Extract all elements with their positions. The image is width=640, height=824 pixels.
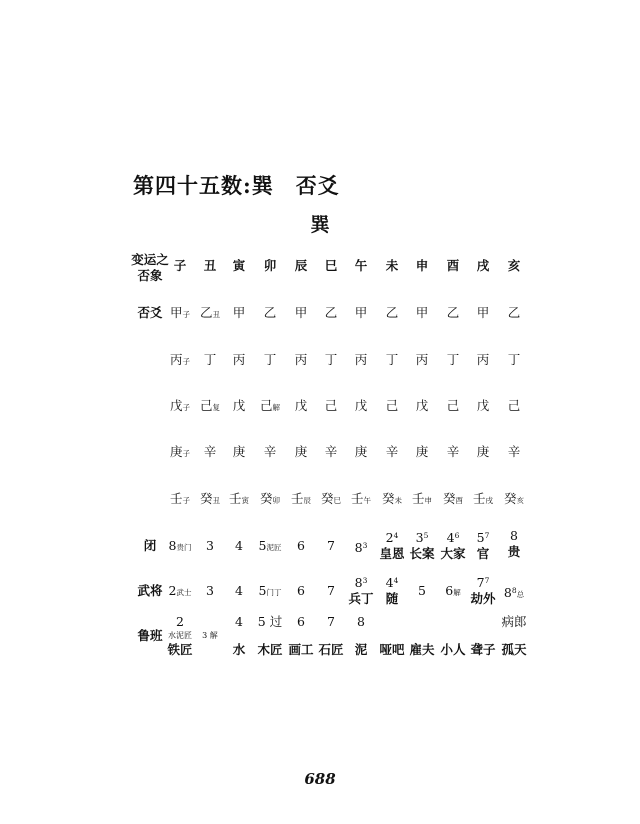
stem-cell: 丙 xyxy=(415,352,429,367)
stem-cell: 己解 xyxy=(259,398,280,413)
luban-cell xyxy=(253,614,287,656)
cell-note: 4 xyxy=(393,531,399,540)
bi-row-cell xyxy=(314,538,348,554)
stem-cell: 壬寅 xyxy=(228,491,249,506)
bi-row-cell xyxy=(466,528,500,562)
cell-mid xyxy=(466,628,500,642)
bi-row-cell xyxy=(284,538,318,554)
cell-bottom: 官 xyxy=(476,546,490,561)
bi-row-cell xyxy=(344,538,378,556)
stem-cell: 庚 xyxy=(294,444,308,459)
luban-cell xyxy=(284,614,318,656)
cell-top: $7^7$ xyxy=(476,575,490,590)
cell-main: 5 xyxy=(258,583,267,598)
cell-note: 亥 xyxy=(516,496,524,505)
wujiang-row-cell xyxy=(284,583,318,599)
cell-note: 复 xyxy=(212,403,220,412)
stem-cell: 壬午 xyxy=(350,491,371,506)
cell-bottom: 哑吧 xyxy=(379,642,405,657)
cell-top: $2^4$ xyxy=(385,530,399,545)
cell-note: 丑 xyxy=(212,310,220,319)
cell-bottom: 水 xyxy=(232,642,246,657)
cell-note: 3 xyxy=(362,576,368,585)
cell-top: 4 xyxy=(235,614,243,629)
cell-bottom: 聋子 xyxy=(470,642,496,657)
wujiang-row-cell xyxy=(375,573,409,607)
cell-main: 6 xyxy=(445,583,454,598)
luban-cell xyxy=(497,614,531,656)
cell-mid xyxy=(375,628,409,642)
stem-cell: 壬子 xyxy=(169,491,190,506)
cell-note: 酉 xyxy=(455,496,463,505)
branch-header-7: 未 xyxy=(385,258,399,273)
cell-note: 总 xyxy=(516,590,525,599)
cell-note: 卯 xyxy=(272,496,280,505)
cell-note: 戌 xyxy=(485,496,493,505)
stem-cell: 辛 xyxy=(324,444,338,459)
wujiang-row-label: 武将 xyxy=(137,583,163,598)
stem-cell: 辛 xyxy=(385,444,399,459)
cell-note: 7 xyxy=(484,531,490,540)
cell-main: 6 xyxy=(297,538,305,553)
stem-cell: 乙丑 xyxy=(199,305,220,320)
stem-cell: 戊 xyxy=(415,398,429,413)
cell-main: 3 xyxy=(206,538,214,553)
cell-note: 贵门 xyxy=(176,543,192,552)
wujiang-row-cell xyxy=(222,583,256,599)
stem-cell: 庚子 xyxy=(169,444,190,459)
cell-top: 6 xyxy=(297,614,305,629)
bi-row-cell xyxy=(222,538,256,554)
cell-bottom: 雇夫 xyxy=(409,642,435,657)
cell-mid xyxy=(436,628,470,642)
cell-bottom: 小人 xyxy=(440,642,466,657)
cell-mid xyxy=(284,628,318,642)
stem-cell: 戊 xyxy=(232,398,246,413)
cell-mid xyxy=(253,628,287,642)
cell-top: $4^6$ xyxy=(446,530,460,545)
stem-cell: 癸丑 xyxy=(199,491,220,506)
stem-cell: 丁 xyxy=(507,352,521,367)
header-label-line1: 变运之 xyxy=(131,252,169,267)
cell-main: 8 xyxy=(354,540,363,555)
cell-top: $3^5$ xyxy=(415,530,429,545)
cell-bottom: 随 xyxy=(385,591,399,606)
stem-cell: 辛 xyxy=(446,444,460,459)
stem-cell: 丙 xyxy=(354,352,368,367)
stem-cell: 壬辰 xyxy=(290,491,311,506)
luban-cell xyxy=(163,614,197,656)
cell-main: 8 xyxy=(503,585,512,600)
cell-main: 5 xyxy=(258,538,267,553)
cell-bottom: 石匠 xyxy=(318,642,344,657)
luban-cell xyxy=(222,614,256,656)
cell-main: 2 xyxy=(168,583,177,598)
stem-cell: 戊 xyxy=(294,398,308,413)
cell-note: 7 xyxy=(484,576,490,585)
stem-cell: 乙 xyxy=(385,305,399,320)
cell-top: 8 xyxy=(357,614,365,629)
wujiang-row-cell xyxy=(466,573,500,607)
cell-top: 8 xyxy=(510,528,518,543)
branch-header-9: 酉 xyxy=(446,258,460,273)
wujiang-row-cell xyxy=(253,583,287,601)
cell-note: 4 xyxy=(393,576,399,585)
branch-header-11: 亥 xyxy=(507,258,521,273)
cell-bottom: 木匠 xyxy=(257,642,283,657)
bi-row-cell xyxy=(375,528,409,562)
bi-row-label: 闭 xyxy=(143,538,157,553)
stem-cell: 甲 xyxy=(294,305,308,320)
stem-cell: 癸卯 xyxy=(259,491,280,506)
bi-row-cell xyxy=(497,528,531,560)
branch-header-3: 卯 xyxy=(263,258,277,273)
cell-note: 子 xyxy=(182,403,190,412)
stem-cell: 甲子 xyxy=(169,305,190,320)
branch-header-6: 午 xyxy=(354,258,368,273)
cell-note: 5 xyxy=(423,531,429,540)
branch-header-8: 申 xyxy=(415,258,429,273)
cell-mid: 3 解 xyxy=(202,631,218,640)
cell-note: 3 xyxy=(362,541,368,550)
bi-row-cell xyxy=(253,538,287,556)
page-number: 688 xyxy=(304,770,336,788)
luban-label: 鲁班 xyxy=(137,628,163,643)
stem-cell: 丙 xyxy=(476,352,490,367)
cell-note: 午 xyxy=(363,496,371,505)
stem-cell: 庚 xyxy=(415,444,429,459)
stem-cell: 戊 xyxy=(476,398,490,413)
cell-note: 未 xyxy=(394,496,402,505)
stem-cell: 壬申 xyxy=(411,491,432,506)
cell-top xyxy=(375,614,409,628)
cell-note: 子 xyxy=(182,449,190,458)
stem-cell: 丙 xyxy=(232,352,246,367)
cell-note: 子 xyxy=(182,496,190,505)
cell-note: 子 xyxy=(182,357,190,366)
stem-cell: 己 xyxy=(385,398,399,413)
cell-main: 3 xyxy=(206,583,214,598)
cell-note: 门丁 xyxy=(266,588,282,597)
cell-bottom: 贵 xyxy=(507,544,521,559)
stem-cell: 壬戌 xyxy=(472,491,493,506)
cell-bottom: 孤天 xyxy=(501,642,527,657)
cell-note: 寅 xyxy=(241,496,249,505)
stem-cell: 己 xyxy=(446,398,460,413)
branch-header-4: 辰 xyxy=(294,258,308,273)
stem-cell: 甲 xyxy=(476,305,490,320)
branch-header-2: 寅 xyxy=(232,258,246,273)
branch-header-10: 戌 xyxy=(476,258,490,273)
stem-cell: 庚 xyxy=(232,444,246,459)
stem-cell: 丁 xyxy=(385,352,399,367)
wujiang-row-cell xyxy=(497,583,531,603)
cell-bottom: 泥 xyxy=(354,642,368,657)
stem-cell: 癸亥 xyxy=(503,491,524,506)
luban-cell xyxy=(344,614,378,656)
cell-top: 病郎 xyxy=(501,614,527,629)
stem-cell: 丁 xyxy=(263,352,277,367)
luban-cell xyxy=(405,614,439,656)
stem-cell: 辛 xyxy=(507,444,521,459)
row-label-0: 否爻 xyxy=(137,305,163,320)
cell-bottom: 大家 xyxy=(440,546,466,561)
stem-cell: 己复 xyxy=(199,398,220,413)
cell-bottom: 兵丁 xyxy=(348,591,374,606)
luban-cell xyxy=(314,614,348,656)
cell-note: 申 xyxy=(424,496,432,505)
cell-main: 4 xyxy=(235,538,243,553)
stem-cell: 癸巳 xyxy=(320,491,341,506)
stem-cell: 戊 xyxy=(354,398,368,413)
bi-row-cell xyxy=(405,528,439,562)
stem-cell: 辛 xyxy=(203,444,217,459)
cell-main: 6 xyxy=(297,583,305,598)
cell-top xyxy=(436,614,470,628)
luban-cell xyxy=(436,614,470,656)
cell-top: $8^3$ xyxy=(354,575,368,590)
cell-mid xyxy=(222,628,256,642)
cell-mid xyxy=(314,628,348,642)
cell-note: 辰 xyxy=(303,496,311,505)
luban-cell xyxy=(375,614,409,656)
stem-cell: 乙 xyxy=(263,305,277,320)
cell-note: 泥匠 xyxy=(266,543,282,552)
stem-cell: 丁 xyxy=(446,352,460,367)
cell-top: $5^7$ xyxy=(476,530,490,545)
page-title: 第四十五数:巽 否爻 xyxy=(133,173,340,198)
cell-main: 7 xyxy=(327,583,335,598)
cell-mid: 水泥匠 xyxy=(168,631,192,640)
cell-top xyxy=(466,614,500,628)
stem-cell: 甲 xyxy=(354,305,368,320)
stem-cell: 己 xyxy=(324,398,338,413)
stem-cell: 丙子 xyxy=(169,352,190,367)
stem-cell: 癸酉 xyxy=(442,491,463,506)
cell-top: $4^4$ xyxy=(385,575,399,590)
cell-top: 2 xyxy=(176,614,184,629)
cell-bottom: 长案 xyxy=(409,546,435,561)
cell-mid xyxy=(497,628,531,642)
stem-cell: 辛 xyxy=(263,444,277,459)
stem-cell: 丁 xyxy=(203,352,217,367)
branch-header-0: 子 xyxy=(173,258,187,273)
cell-bottom: 皇恩 xyxy=(379,546,405,561)
cell-mid xyxy=(344,628,378,642)
header-label-line2: 否象 xyxy=(137,268,163,283)
cell-main: 8 xyxy=(168,538,177,553)
wujiang-row-cell xyxy=(405,583,439,599)
wujiang-row-cell xyxy=(436,583,470,601)
stem-cell: 甲 xyxy=(232,305,246,320)
stem-cell: 乙 xyxy=(507,305,521,320)
bi-row-cell xyxy=(436,528,470,562)
stem-cell: 丙 xyxy=(294,352,308,367)
cell-note: 解 xyxy=(272,403,280,412)
cell-note: 解 xyxy=(453,588,461,597)
cell-top: 5 过 xyxy=(257,614,283,629)
wujiang-row-cell xyxy=(314,583,348,599)
cell-bottom: 劫外 xyxy=(470,591,496,606)
stem-cell: 甲 xyxy=(415,305,429,320)
cell-main: 4 xyxy=(235,583,243,598)
cell-note: 武士 xyxy=(176,588,192,597)
cell-bottom: 铁匠 xyxy=(167,642,193,657)
stem-cell: 乙 xyxy=(324,305,338,320)
cell-note: 巳 xyxy=(333,496,341,505)
cell-mid xyxy=(405,628,439,642)
luban-cell xyxy=(466,614,500,656)
wujiang-row-cell xyxy=(344,573,378,607)
branch-header-1: 丑 xyxy=(203,258,217,273)
stem-cell: 己 xyxy=(507,398,521,413)
cell-top xyxy=(405,614,439,628)
wujiang-row-cell xyxy=(163,583,197,601)
cell-note: 6 xyxy=(454,531,460,540)
cell-bottom: 画工 xyxy=(288,642,314,657)
stem-cell: 癸未 xyxy=(381,491,402,506)
cell-main: 7 xyxy=(327,538,335,553)
cell-main: 5 xyxy=(418,583,426,598)
cell-note: 丑 xyxy=(212,496,220,505)
table-title: 巽 xyxy=(310,214,330,236)
stem-cell: 戊子 xyxy=(169,398,190,413)
stem-cell: 乙 xyxy=(446,305,460,320)
bi-row-cell xyxy=(163,538,197,556)
cell-note: 8 xyxy=(511,586,517,595)
stem-cell: 庚 xyxy=(354,444,368,459)
branch-header-5: 巳 xyxy=(324,258,338,273)
cell-top: 7 xyxy=(327,614,335,629)
stem-cell: 庚 xyxy=(476,444,490,459)
cell-note: 子 xyxy=(182,310,190,319)
stem-cell: 丁 xyxy=(324,352,338,367)
